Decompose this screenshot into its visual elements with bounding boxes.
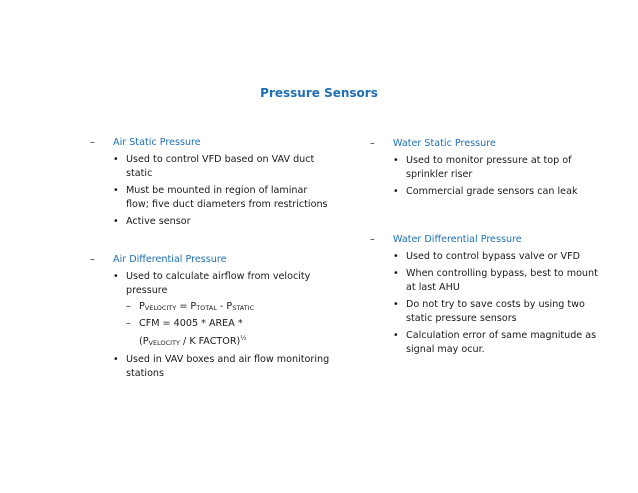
list-item	[113, 184, 330, 212]
bullet-icon: •	[113, 185, 119, 196]
bullet-icon: •	[113, 354, 119, 365]
section-air-static-pressure	[90, 136, 330, 229]
bullet-icon: •	[393, 268, 399, 279]
dash-marker: –	[90, 254, 95, 265]
page-title: Pressure Sensors	[260, 86, 378, 100]
list-item	[393, 154, 610, 182]
section-heading: Air Static Pressure	[113, 137, 201, 148]
right-column	[370, 137, 610, 360]
list-item-text: When controlling bypass, best to mount at last AHU	[406, 268, 598, 293]
section-water-static-pressure	[370, 137, 610, 199]
list-item	[393, 267, 610, 295]
formula-list	[126, 300, 330, 350]
bullet-icon: •	[393, 251, 399, 262]
dash-marker: –	[90, 137, 95, 148]
bullet-icon: •	[113, 154, 119, 165]
list-item-text: Commercial grade sensors can leak	[406, 186, 578, 197]
list-item-text: Used to monitor pressure at top of sprinkler riser	[406, 155, 572, 180]
bullet-icon: •	[113, 216, 119, 227]
section-heading: Water Static Pressure	[393, 138, 496, 149]
list-item	[113, 153, 330, 181]
dash-marker: –	[126, 301, 131, 312]
section-heading: Air Differential Pressure	[113, 254, 227, 265]
dash-marker: –	[370, 138, 375, 149]
list-item-text: Used to control VFD based on VAV duct static	[126, 154, 315, 179]
formula-cfm: – CFM = 4005 * AREA * (PVELOCITY / K FACTOR)$^{\frac{1}{2}}$	[126, 318, 247, 347]
bullet-list	[113, 270, 330, 381]
list-item	[113, 215, 330, 229]
list-item-text: Used to control bypass valve or VFD	[406, 251, 581, 262]
left-column	[90, 136, 330, 384]
section-air-differential-pressure	[90, 253, 330, 381]
bullet-icon: •	[393, 155, 399, 166]
list-item	[393, 298, 610, 326]
bullet-list	[393, 154, 610, 199]
list-item-text: Active sensor	[126, 216, 191, 227]
list-item-text: Do not try to save costs by using two static pressure sensors	[406, 299, 585, 324]
formula-velocity-pressure: – PVELOCITY = PTOTAL - PSTATIC	[126, 301, 255, 312]
list-item	[393, 250, 610, 264]
list-item-text: Must be mounted in region of laminar flow; five duct diameters from restrictions	[126, 185, 328, 210]
dash-marker: –	[370, 234, 375, 245]
list-item	[113, 353, 330, 381]
bullet-icon: •	[393, 299, 399, 310]
bullet-icon: •	[113, 271, 119, 282]
list-item-text: Calculation error of same magnitude as signal may ocur.	[406, 330, 597, 355]
list-item-text: Used in VAV boxes and air flow monitoring stations	[126, 354, 330, 379]
list-item	[113, 270, 330, 350]
section-heading: Water Differential Pressure	[393, 234, 522, 245]
list-item	[393, 329, 610, 357]
bullet-list	[393, 250, 610, 357]
bullet-icon: •	[393, 330, 399, 341]
bullet-list	[113, 153, 330, 229]
list-item	[393, 185, 610, 199]
dash-marker: –	[126, 318, 131, 329]
section-water-differential-pressure	[370, 233, 610, 357]
bullet-icon: •	[393, 186, 399, 197]
list-item-text: Used to calculate airflow from velocity pressure	[126, 271, 311, 296]
